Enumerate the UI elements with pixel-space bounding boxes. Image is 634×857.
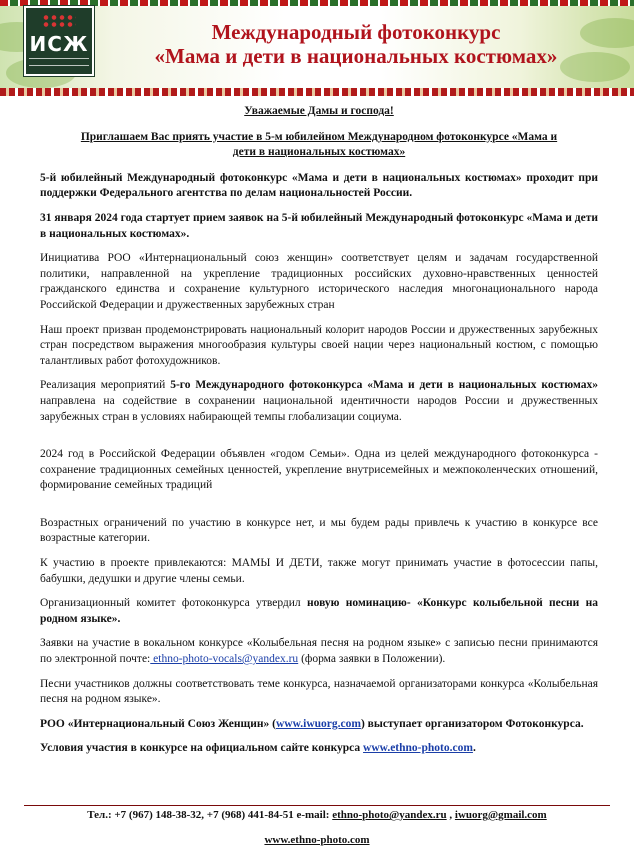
separator-text: ,	[446, 809, 455, 821]
title-line-1: Международный фотоконкурс	[211, 20, 501, 44]
text-span: РОО «Интернациональный Союз Женщин» (	[40, 717, 276, 730]
organization-logo	[24, 6, 94, 76]
paragraph-songs: Песни участников должны соответствовать теме конкурса, назначаемой организаторами конкурса «Колыбельная песня на родном языке».	[40, 677, 598, 706]
paragraph-initiative: Инициатива РОО «Интернациональный союз женщин» соответствует целям и задачам государственной политики, направленной на укрепление традиционных российских духовно-нравственных ценностей гражданского единства и сохранение культурного исторического наследия многонационального народа Российской Федерации и дружественных зарубежных стран	[40, 252, 598, 311]
title-line-2: «Мама и дети в национальных костюмах»	[154, 44, 558, 68]
logo-ornament-icon	[42, 14, 76, 28]
header-banner	[0, 0, 634, 96]
contacts-text: Тел.: +7 (967) 148-38-32, +7 (968) 441-84-51 e-mail:	[87, 809, 333, 821]
paragraph-event	[40, 378, 598, 425]
logo-text: ИСЖ	[29, 32, 89, 56]
footer-email-1[interactable]: ethno-photo@yandex.ru	[332, 809, 447, 821]
bold-span: новую номинацию- «Конкурс колыбельной песни на родном языке».	[40, 597, 598, 625]
paragraph-conditions	[40, 741, 598, 757]
greeting: Уважаемые Дамы и господа!	[244, 105, 394, 117]
text-span: направлена на содействие в сохранении национальной идентичности народов России и дружественных зарубежных стран в условиях набирающей темпы глобализации социума.	[40, 394, 598, 423]
text-span: Реализация мероприятий	[40, 379, 171, 392]
text-span: .	[472, 742, 476, 755]
bold-span: 5-го Международного фотоконкурса «Мама и дети в национальных костюмах»	[170, 379, 598, 392]
logo-caption-lines	[29, 58, 89, 66]
vocal-email-link[interactable]: ethno-photo-vocals@yandex.ru	[150, 653, 299, 666]
paragraph-support: 5-й юбилейный Международный фотоконкурс «Мама и дети в национальных костюмах» проходит при поддержки Федерального агентства по делам национальностей России.	[40, 171, 598, 200]
footer-divider	[24, 805, 610, 806]
paragraph-vocal	[40, 636, 598, 667]
text-span: Условия участия в конкурсе на официальном сайте конкурса	[40, 742, 364, 755]
paragraph-organizer	[40, 717, 598, 733]
paragraph-participants: К участию в проекте привлекаются: МАМЫ И ДЕТИ, также могут принимать участие в фотосессии папы, бабушки, дедушки и другие члены семьи.	[40, 557, 598, 585]
text-span: Заявки на участие в вокальном конкурсе «Колыбельная песня на родном языке» с записью песни принимаются по электронной почте:	[40, 637, 598, 666]
paragraph-year-of-family: 2024 год в Российской Федерации объявлен «годом Семьи». Одна из целей международного фотоконкурса - сохранение традиционных семейных ценностей, укрепление внутрисемейных и межпоколенческих отношений, формирование семейных традиций	[40, 448, 598, 492]
text-span: (форма заявки в Положении).	[298, 653, 446, 666]
text-span: Организационный комитет фотоконкурса утвердил	[40, 597, 308, 610]
paragraph-start: 31 января 2024 года стартует прием заявок на 5-й юбилейный Международный фотоконкурс «Мама и дети в национальных костюмах».	[40, 211, 598, 240]
paragraph-nomination	[40, 596, 598, 627]
contest-site-link[interactable]: www.ethno-photo.com	[363, 742, 473, 755]
letter-body	[40, 104, 598, 757]
footer-site-link[interactable]: www.ethno-photo.com	[264, 834, 370, 846]
invitation: Приглашаем Вас приять участие в 5-м юбилейном Международном фотоконкурсе «Мама и дети в национальных костюмах»	[80, 130, 558, 159]
footer-contacts	[0, 809, 634, 821]
ornament-stripe-bottom	[0, 88, 634, 96]
ornament-stripe-top	[0, 0, 634, 6]
text-span: ) выступает организатором Фотоконкурса.	[360, 717, 584, 730]
footer-email-2[interactable]: iwuorg@gmail.com	[454, 809, 547, 821]
paragraph-project: Наш проект призван продемонстрировать национальный колорит народов России и дружественных зарубежных стран посредством выражения многообразия культуры своей нации через национальный костюм, с помощью талантливых работ фотохудожников.	[40, 323, 598, 367]
organizer-site-link[interactable]: www.iwuorg.com	[275, 717, 361, 730]
paragraph-age: Возрастных ограничений по участию в конкурсе нет, и мы будем рады привлечь к участию в конкурсе все возрастные категории.	[40, 516, 598, 545]
